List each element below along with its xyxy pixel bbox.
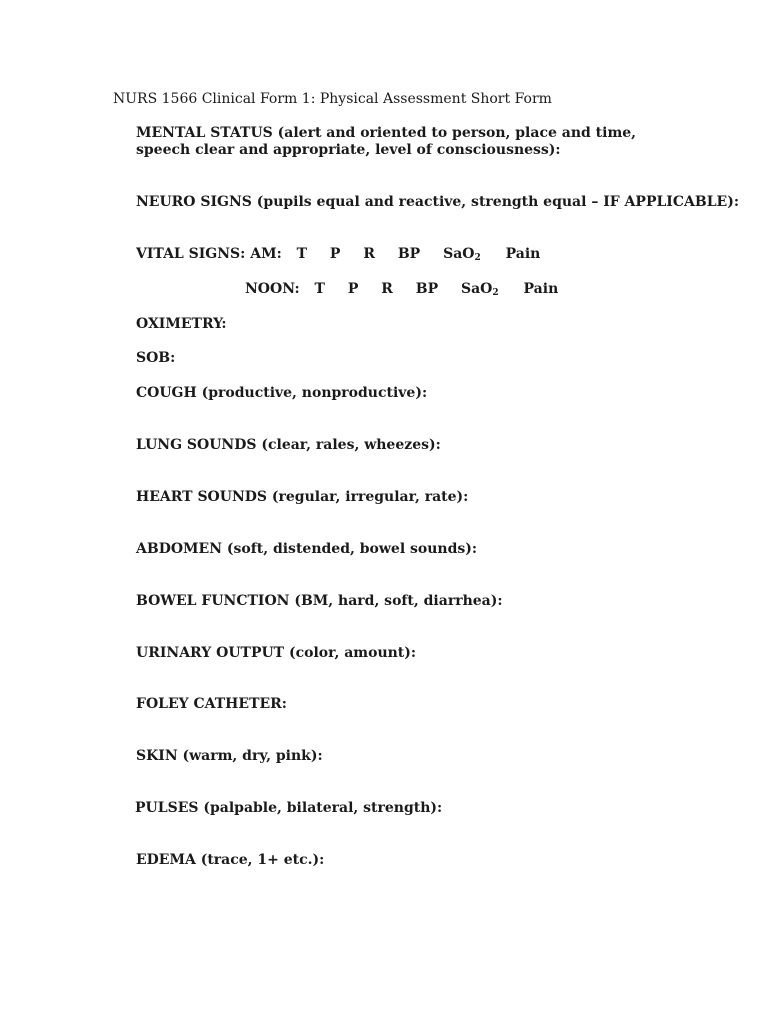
skin-label: SKIN (warm, dry, pink): (136, 748, 323, 764)
vital-pain: Pain (505, 246, 541, 262)
vital-t: T (314, 281, 325, 297)
vital-p: P (347, 281, 359, 297)
edema-label: EDEMA (trace, 1+ etc.): (136, 852, 325, 868)
vital-bp: BP (397, 246, 421, 262)
vital-signs-am-row (136, 246, 540, 267)
mental-status-label: MENTAL STATUS (alert and oriented to person, place and time, speech clear and appropriate, level of consciousness): (136, 125, 637, 158)
bowel-function-label: BOWEL FUNCTION (BM, hard, soft, diarrhea): (136, 593, 503, 609)
vital-bp: BP (415, 281, 439, 297)
sob-label: SOB: (136, 350, 176, 366)
foley-catheter-label: FOLEY CATHETER: (136, 696, 287, 712)
pulses-label: PULSES (palpable, bilateral, strength): (135, 800, 443, 816)
vital-p: P (329, 246, 341, 262)
neuro-signs-label: NEURO SIGNS (pupils equal and reactive, strength equal – IF APPLICABLE): (136, 194, 740, 210)
vital-signs-noon-row (245, 281, 558, 302)
lung-sounds-label: LUNG SOUNDS (clear, rales, wheezes): (136, 437, 441, 453)
vital-sao2: SaO$_2$ (461, 281, 499, 298)
urinary-output-label: URINARY OUTPUT (color, amount): (136, 645, 417, 661)
cough-label: COUGH (productive, nonproductive): (136, 385, 428, 401)
vital-t: T (296, 246, 308, 262)
vital-signs-am-label: VITAL SIGNS: AM: (136, 246, 282, 262)
vital-r: R (363, 246, 375, 262)
abdomen-label: ABDOMEN (soft, distended, bowel sounds): (136, 541, 478, 557)
vital-signs-noon-label: NOON: (245, 281, 300, 297)
vital-pain: Pain (523, 281, 559, 297)
heart-sounds-label: HEART SOUNDS (regular, irregular, rate): (136, 489, 469, 505)
vital-sao2: SaO$_2$ (443, 246, 481, 263)
form-title: NURS 1566 Clinical Form 1: Physical Assessment Short Form (113, 91, 552, 107)
oximetry-label: OXIMETRY: (136, 316, 227, 332)
vital-r: R (381, 281, 393, 297)
